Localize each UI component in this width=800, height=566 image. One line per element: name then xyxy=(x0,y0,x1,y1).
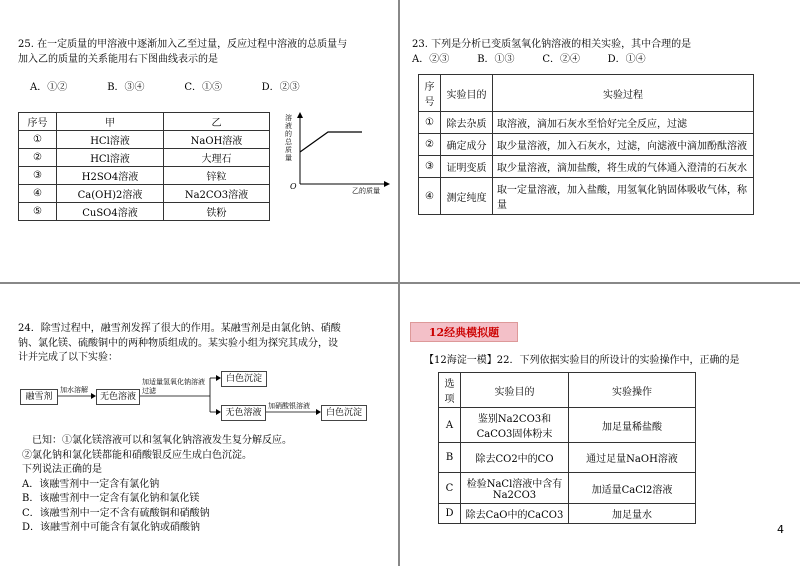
q23-option-c[interactable]: C．②④ xyxy=(542,53,581,65)
header-cell: 序号 xyxy=(19,113,57,131)
graph-y-label: 溶液的总质量 xyxy=(285,114,292,162)
table-header-row xyxy=(19,113,270,131)
table-cell: ① xyxy=(19,131,57,149)
table-cell: H2SO4溶液 xyxy=(57,167,164,185)
q24-option-b[interactable]: B．该融雪剂中一定含有氯化钠和氯化镁 xyxy=(22,493,200,504)
table-cell: HCl溶液 xyxy=(57,149,164,167)
table-cell: ③ xyxy=(19,167,57,185)
q25-option-a[interactable]: A．①② xyxy=(30,82,68,93)
graph-curve xyxy=(300,132,362,152)
table-cell: 除去杂质 xyxy=(441,112,493,134)
q25-option-d[interactable]: D．②③ xyxy=(261,82,300,93)
flow-step1-label: 加水溶解 xyxy=(60,386,88,394)
flow-step2-label: 加适量氢氧化钠溶液 过滤 xyxy=(142,378,205,395)
header-cell: 乙 xyxy=(164,113,270,131)
q23-option-a[interactable]: A．②③ xyxy=(412,53,450,65)
q24-known-line2: ②氯化钠和氯化镁都能和硝酸银反应生成白色沉淀。 xyxy=(22,449,252,461)
q23-option-d[interactable]: D．①④ xyxy=(607,53,646,65)
table-cell: ④ xyxy=(419,178,441,215)
table-cell: B xyxy=(439,443,461,473)
q24-stem-line1: 24．除雪过程中，融雪剂发挥了很大的作用。某融雪剂是由氯化钠、硝酸 xyxy=(18,323,341,334)
q25-option-c[interactable]: C．①⑤ xyxy=(184,82,223,93)
table-row xyxy=(19,185,270,203)
q24-stem-line3: 计并完成了以下实验： xyxy=(18,352,118,363)
table-cell: 取溶液，滴加石灰水至恰好完全反应，过滤 xyxy=(493,112,754,134)
q23-stem: 23. 下列是分析已变质氢氧化钠溶液的相关实验，其中合理的是 xyxy=(412,39,692,50)
header-cell: 序号 xyxy=(419,75,441,112)
table-cell: 加足量稀盐酸 xyxy=(569,408,696,443)
header-cell: 甲 xyxy=(57,113,164,131)
flow-white-precipitate-1: 白色沉淀 xyxy=(221,371,267,387)
q22-stem: 【12海淀一模】22．下列依据实验目的所设计的实验操作中，正确的是 xyxy=(424,355,740,366)
table-cell: 加适量CaCl2溶液 xyxy=(569,473,696,504)
table-cell: 取少量溶液，滴加盐酸，将生成的气体通入澄清的石灰水 xyxy=(493,156,754,178)
page-number: 4 xyxy=(777,523,784,536)
table-cell: D xyxy=(439,504,461,524)
q24-ask: 下列说法正确的是 xyxy=(22,464,102,475)
flow-colorless-solution-1: 无色溶液 xyxy=(96,389,140,405)
table-cell: Ca(OH)2溶液 xyxy=(57,185,164,203)
q24-stem-line2: 钠、氯化镁、硫酸铜中的两种物质组成的。某实验小组为探究其成分，设 xyxy=(18,337,338,349)
q22-table xyxy=(438,372,696,524)
table-cell: CuSO4溶液 xyxy=(57,203,164,221)
table-row xyxy=(439,473,696,504)
header-cell: 选项 xyxy=(439,373,461,408)
table-cell: NaOH溶液 xyxy=(164,131,270,149)
table-cell: ② xyxy=(19,149,57,167)
table-cell: C xyxy=(439,473,461,504)
q24-option-c[interactable]: C．该融雪剂中一定不含有硫酸铜和硝酸钠 xyxy=(22,507,210,519)
table-cell: 检验NaCl溶液中含有Na2CO3 xyxy=(461,473,569,504)
table-row xyxy=(419,178,754,215)
q23-option-b[interactable]: B．①③ xyxy=(477,53,515,65)
table-cell: 取一定量溶液，加入盐酸，用氢氧化钠固体吸收气体，称量 xyxy=(493,178,754,215)
table-cell: 除去CaO中的CaCO3 xyxy=(461,504,569,524)
table-row xyxy=(439,504,696,524)
classic-mock-badge: 12经典模拟题 xyxy=(410,322,518,342)
table-header-row xyxy=(439,373,696,408)
table-row xyxy=(19,131,270,149)
flow-colorless-solution-2: 无色溶液 xyxy=(221,405,266,421)
table-row xyxy=(439,408,696,443)
table-cell: ④ xyxy=(19,185,57,203)
q25-table xyxy=(18,112,270,221)
table-cell: 鉴别Na2CO3和CaCO3固体粉末 xyxy=(461,408,569,443)
table-cell: 确定成分 xyxy=(441,134,493,156)
table-row xyxy=(419,156,754,178)
table-cell: ③ xyxy=(419,156,441,178)
table-cell: 铁粉 xyxy=(164,203,270,221)
graph-x-label: 乙的质量 xyxy=(352,187,380,195)
flow-start-box: 融雪剂 xyxy=(20,389,58,405)
table-cell: 锌粒 xyxy=(164,167,270,185)
q24-known-and-options xyxy=(18,434,390,536)
question-24 xyxy=(18,322,390,366)
question-23 xyxy=(412,38,792,67)
q24-flowchart-arrows xyxy=(0,360,400,432)
q25-stem-line1: 25. 在一定质量的甲溶液中逐渐加入乙至过量，反应过程中溶液的总质量与 xyxy=(18,39,348,50)
table-cell: 加足量水 xyxy=(569,504,696,524)
graph-y-arrow xyxy=(297,112,303,118)
header-cell: 实验目的 xyxy=(441,75,493,112)
q24-option-d[interactable]: D．该融雪剂中可能含有氯化钠或硝酸钠 xyxy=(22,522,201,533)
table-cell: 除去CO2中的CO xyxy=(461,443,569,473)
table-cell: ② xyxy=(419,134,441,156)
header-cell: 实验目的 xyxy=(461,373,569,408)
table-cell: 测定纯度 xyxy=(441,178,493,215)
q23-options xyxy=(412,53,792,68)
q24-known-line1: 已知：①氯化镁溶液可以和氢氧化钠溶液发生复分解反应。 xyxy=(32,435,292,446)
table-cell: A xyxy=(439,408,461,443)
table-cell: 通过足量NaOH溶液 xyxy=(569,443,696,473)
table-cell: ⑤ xyxy=(19,203,57,221)
flow-white-precipitate-2: 白色沉淀 xyxy=(321,405,367,421)
header-cell: 实验过程 xyxy=(493,75,754,112)
table-cell: 证明变质 xyxy=(441,156,493,178)
table-cell: Na2CO3溶液 xyxy=(164,185,270,203)
table-cell: 取少量溶液，加入石灰水，过滤，向滤液中滴加酚酞溶液 xyxy=(493,134,754,156)
q25-option-b[interactable]: B．③④ xyxy=(107,82,145,93)
table-cell: ① xyxy=(419,112,441,134)
flow-step3-label: 加硝酸银溶液 xyxy=(268,402,310,410)
q25-stem-line2: 加入乙的质量的关系能用右下图曲线表示的是 xyxy=(18,53,218,65)
q23-table xyxy=(418,74,754,215)
table-row xyxy=(19,149,270,167)
table-row xyxy=(439,443,696,473)
question-25 xyxy=(18,38,390,96)
horizontal-divider xyxy=(0,282,800,284)
graph-origin: O xyxy=(290,182,297,191)
graph-x-arrow xyxy=(384,181,390,187)
q24-option-a[interactable]: A．该融雪剂中一定含有氯化钠 xyxy=(22,478,160,490)
header-cell: 实验操作 xyxy=(569,373,696,408)
table-row xyxy=(419,112,754,134)
table-row xyxy=(419,134,754,156)
table-cell: 大理石 xyxy=(164,149,270,167)
table-row xyxy=(19,167,270,185)
table-row xyxy=(19,203,270,221)
table-cell: HCl溶液 xyxy=(57,131,164,149)
table-header-row xyxy=(419,75,754,112)
q25-options xyxy=(18,81,390,96)
